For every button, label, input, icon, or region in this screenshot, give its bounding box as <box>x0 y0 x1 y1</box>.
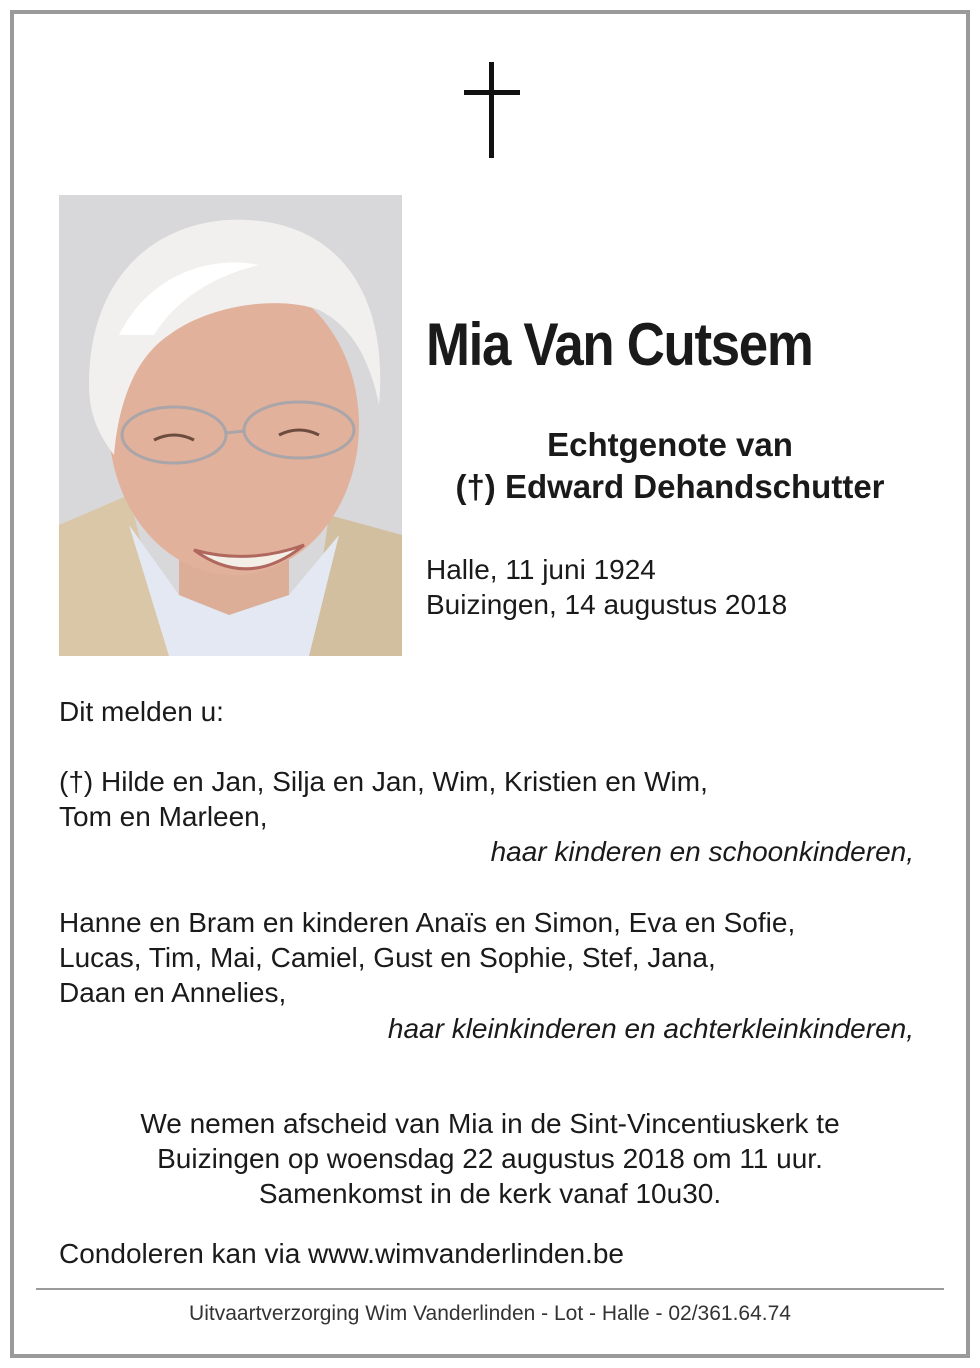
spouse-line-2: (†) Edward Dehandschutter <box>455 468 885 505</box>
service-line-2: Buizingen op woensdag 22 augustus 2018 om 11 uur. <box>157 1143 823 1174</box>
death-date: Buizingen, 14 augustus 2018 <box>426 589 788 620</box>
condolence-text: Condoleren kan via www.wimvanderlinden.be <box>59 1238 624 1269</box>
deceased-name: Mia Van Cutsem <box>426 311 813 378</box>
children-line-1: (†) Hilde en Jan, Silja en Jan, Wim, Kristien en Wim, <box>59 766 708 797</box>
spouse-line-1: Echtgenote van <box>547 426 793 463</box>
dates-block <box>426 552 787 622</box>
grandchildren-line-2: Lucas, Tim, Mai, Camiel, Gust en Sophie, Stef, Jana, <box>59 942 716 973</box>
funeral-home-footer: Uitvaartverzorging Wim Vanderlinden - Lot - Halle - 02/361.64.74 <box>189 1302 791 1325</box>
grandchildren-line-1: Hanne en Bram en kinderen Anaïs en Simon, Eva en Sofie, <box>59 907 796 938</box>
service-line-1: We nemen afscheid van Mia in de Sint-Vincentiuskerk te <box>140 1108 840 1139</box>
children-line-2: Tom en Marleen, <box>59 801 268 832</box>
spouse-block <box>420 424 920 508</box>
footer-divider <box>36 1288 944 1290</box>
grandchildren-line-3: Daan en Annelies, <box>59 977 287 1008</box>
latin-cross-icon <box>464 62 520 160</box>
intro-text: Dit melden u: <box>59 696 224 727</box>
service-line-3: Samenkomst in de kerk vanaf 10u30. <box>258 1178 722 1209</box>
children-role: haar kinderen en schoonkinderen, <box>490 836 914 867</box>
birth-date: Halle, 11 juni 1924 <box>426 554 656 585</box>
grandchildren-role: haar kleinkinderen en achterkleinkinderen, <box>387 1013 914 1044</box>
portrait-photo <box>59 195 402 656</box>
